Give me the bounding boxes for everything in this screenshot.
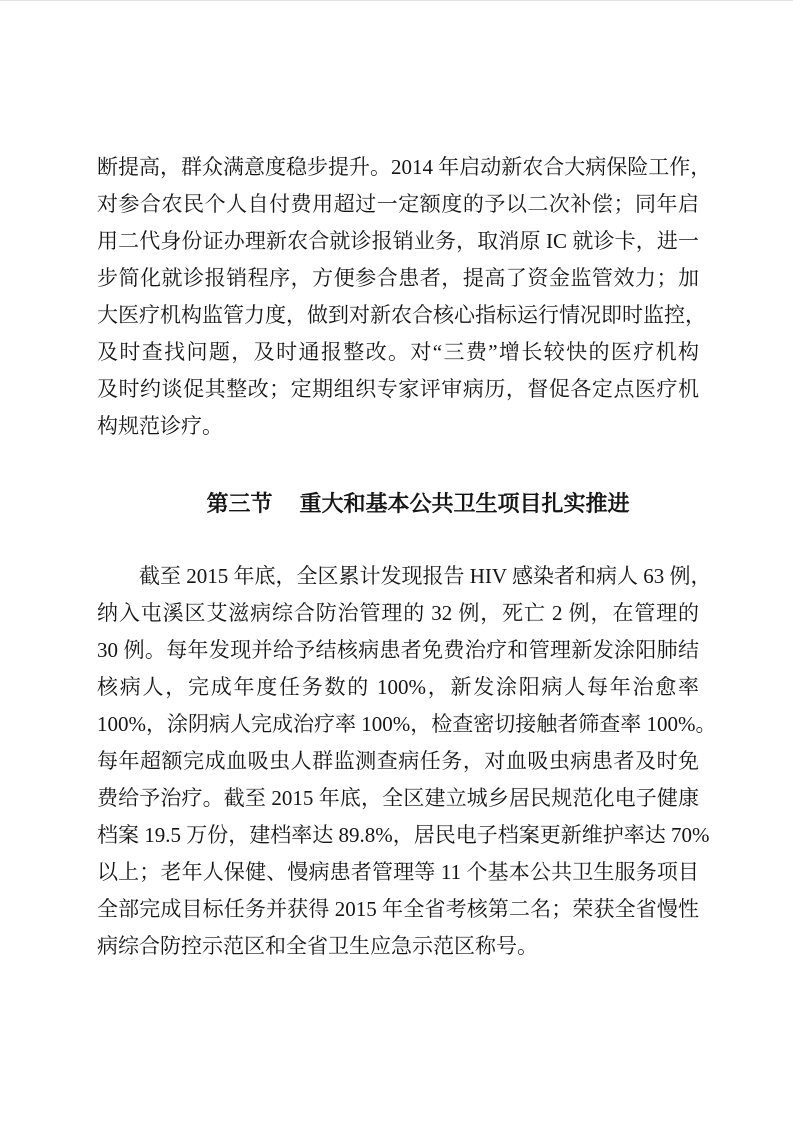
text-line: 费给予治疗。截至 2015 年底，全区建立城乡居民规范化电子健康	[97, 786, 699, 810]
text-line: 核病人，完成年度任务数的 100%，新发涂阳病人每年治愈率	[97, 675, 699, 699]
text-line: 大医疗机构监管力度，做到对新农合核心指标运行情况即时监控，	[97, 303, 706, 327]
body-paragraph-2	[97, 558, 717, 965]
text-line: 及时查找问题，及时通报整改。对“三费”增长较快的医疗机构	[97, 340, 699, 364]
section-heading	[117, 485, 719, 523]
text-line: 对参合农民个人自付费用超过一定额度的予以二次补偿；同年启	[97, 192, 699, 216]
text-line: 用二代身份证办理新农合就诊报销业务，取消原 IC 就诊卡，进一	[97, 229, 699, 253]
text-line: 每年超额完成血吸虫人群监测查病任务，对血吸虫病患者及时免	[97, 749, 699, 773]
text-line: 纳入屯溪区艾滋病综合防治管理的 32 例，死亡 2 例，在管理的	[97, 601, 699, 625]
text-line: 全部完成目标任务并获得 2015 年全省考核第二名；荣获全省慢性	[97, 897, 699, 921]
text-line: 截至 2015 年底，全区累计发现报告 HIV 感染者和病人 63 例，	[97, 564, 712, 588]
text-line: 30 例。每年发现并给予结核病患者免费治疗和管理新发涂阳肺结	[97, 638, 699, 662]
section-title: 重大和基本公共卫生项目扎实推进	[299, 491, 630, 516]
text-line: 步简化就诊报销程序，方便参合患者，提高了资金监管效力；加	[97, 266, 699, 290]
text-line: 及时约谈促其整改；定期组织专家评审病历，督促各定点医疗机	[97, 377, 699, 401]
body-paragraph-1	[97, 149, 712, 445]
text-line: 档案 19.5 万份，建档率达 89.8%，居民电子档案更新维护率达 70%	[97, 823, 710, 847]
text-line: 病综合防控示范区和全省卫生应急示范区称号。	[97, 934, 538, 958]
text-line: 以上；老年人保健、慢病患者管理等 11 个基本公共卫生服务项目	[97, 860, 699, 884]
text-line: 100%，涂阴病人完成治疗率 100%，检查密切接触者筛查率 100%。	[97, 712, 717, 736]
section-number: 第三节	[206, 491, 273, 516]
text-line: 断提高，群众满意度稳步提升。2014 年启动新农合大病保险工作，	[97, 155, 712, 179]
text-line: 构规范诊疗。	[97, 414, 223, 438]
